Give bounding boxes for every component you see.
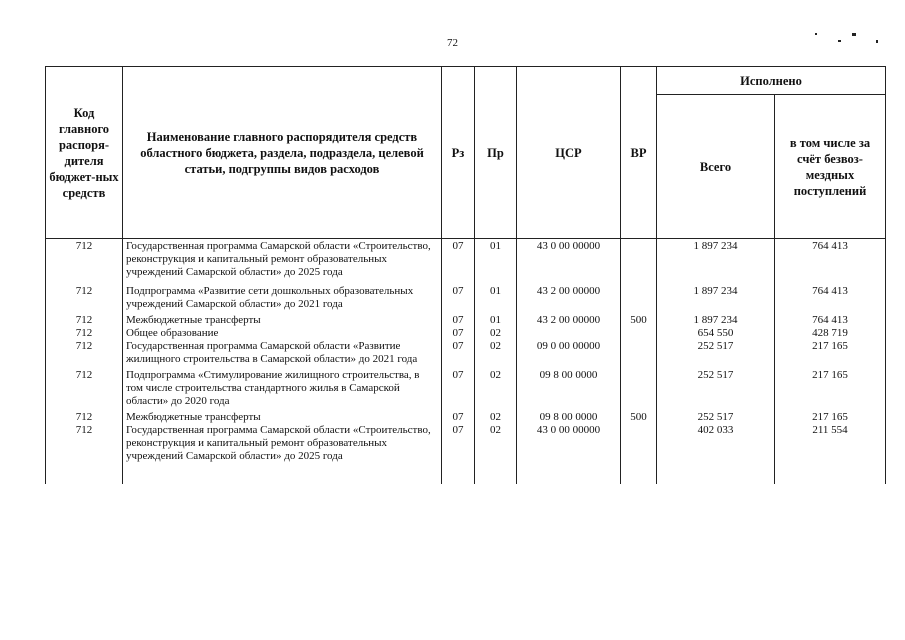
cell-name: Государственная программа Самарской области «Развитие жилищного строительства в Самарской области» до 2021 года	[123, 340, 442, 366]
cell-rz: 07	[442, 340, 475, 366]
cell-csr: 43 2 00 00000	[517, 314, 621, 327]
header-free: в том числе за счёт безвоз-мездных поступлений	[775, 95, 886, 239]
cell-code: 712	[46, 411, 123, 424]
table-header-row	[46, 67, 886, 95]
cell-rz: 07	[442, 282, 475, 314]
cell-free: 764 413	[775, 239, 886, 283]
cell-vr	[621, 239, 657, 283]
cell-csr: 43 2 00 00000	[517, 282, 621, 314]
cell-rz: 07	[442, 424, 475, 484]
cell-vr	[621, 424, 657, 484]
cell-total: 1 897 234	[657, 314, 775, 327]
cell-name: Межбюджетные трансферты	[123, 314, 442, 327]
cell-vr	[621, 340, 657, 366]
header-total: Всего	[657, 95, 775, 239]
table-row	[46, 411, 886, 424]
cell-code: 712	[46, 340, 123, 366]
cell-code: 712	[46, 282, 123, 314]
cell-code: 712	[46, 424, 123, 484]
cell-name: Подпрограмма «Стимулирование жилищного строительства, в том числе строительства стандартного жилья в Самарской области» до 2020 года	[123, 366, 442, 411]
header-csr: ЦСР	[517, 67, 621, 239]
cell-free: 764 413	[775, 314, 886, 327]
cell-code: 712	[46, 327, 123, 340]
cell-rz: 07	[442, 314, 475, 327]
cell-pr: 02	[475, 424, 517, 484]
cell-pr: 02	[475, 340, 517, 366]
cell-vr: 500	[621, 314, 657, 327]
table-row	[46, 314, 886, 327]
cell-free: 217 165	[775, 411, 886, 424]
scan-speck	[815, 33, 817, 35]
cell-code: 712	[46, 366, 123, 411]
cell-rz: 07	[442, 239, 475, 283]
cell-name: Общее образование	[123, 327, 442, 340]
cell-vr	[621, 366, 657, 411]
header-executed: Исполнено	[657, 67, 886, 95]
cell-name: Межбюджетные трансферты	[123, 411, 442, 424]
table-row	[46, 239, 886, 283]
cell-total: 1 897 234	[657, 282, 775, 314]
table-row	[46, 366, 886, 411]
cell-vr	[621, 282, 657, 314]
table-row	[46, 424, 886, 484]
cell-vr: 500	[621, 411, 657, 424]
header-pr: Пр	[475, 67, 517, 239]
cell-free: 217 165	[775, 340, 886, 366]
cell-rz: 07	[442, 327, 475, 340]
cell-rz: 07	[442, 366, 475, 411]
cell-csr: 09 8 00 0000	[517, 366, 621, 411]
cell-name: Государственная программа Самарской области «Строительство, реконструкция и капитальный ремонт образовательных учреждений Самарской области» до 2025 года	[123, 424, 442, 484]
cell-total: 654 550	[657, 327, 775, 340]
cell-code: 712	[46, 314, 123, 327]
cell-rz: 07	[442, 411, 475, 424]
cell-total: 402 033	[657, 424, 775, 484]
cell-total: 252 517	[657, 366, 775, 411]
cell-vr	[621, 327, 657, 340]
budget-table	[45, 66, 886, 484]
cell-pr: 01	[475, 282, 517, 314]
cell-pr: 02	[475, 327, 517, 340]
cell-pr: 02	[475, 411, 517, 424]
cell-total: 252 517	[657, 340, 775, 366]
cell-free: 764 413	[775, 282, 886, 314]
cell-name: Государственная программа Самарской области «Строительство, реконструкция и капитальный ремонт образовательных учреждений Самарской области» до 2025 года	[123, 239, 442, 283]
cell-total: 252 517	[657, 411, 775, 424]
table-row	[46, 282, 886, 314]
header-vr: ВР	[621, 67, 657, 239]
cell-pr: 02	[475, 366, 517, 411]
cell-csr: 43 0 00 00000	[517, 424, 621, 484]
scan-speck	[838, 40, 841, 42]
page-number: 72	[447, 37, 458, 49]
header-rz: Рз	[442, 67, 475, 239]
cell-total: 1 897 234	[657, 239, 775, 283]
scan-speck	[852, 33, 856, 36]
scan-speck	[876, 40, 878, 43]
cell-free: 211 554	[775, 424, 886, 484]
cell-pr: 01	[475, 239, 517, 283]
table-row	[46, 340, 886, 366]
cell-csr: 09 0 00 00000	[517, 340, 621, 366]
cell-csr	[517, 327, 621, 340]
cell-free: 217 165	[775, 366, 886, 411]
table-row	[46, 327, 886, 340]
cell-csr: 09 8 00 0000	[517, 411, 621, 424]
cell-csr: 43 0 00 00000	[517, 239, 621, 283]
header-code: Код главного распоря-дителя бюджет-ных средств	[46, 67, 123, 239]
cell-code: 712	[46, 239, 123, 283]
cell-free: 428 719	[775, 327, 886, 340]
cell-name: Подпрограмма «Развитие сети дошкольных образовательных учреждений Самарской области» до 2021 года	[123, 282, 442, 314]
header-name: Наименование главного распорядителя средств областного бюджета, раздела, подраздела, целевой статьи, подгруппы видов расходов	[123, 67, 442, 239]
cell-pr: 01	[475, 314, 517, 327]
